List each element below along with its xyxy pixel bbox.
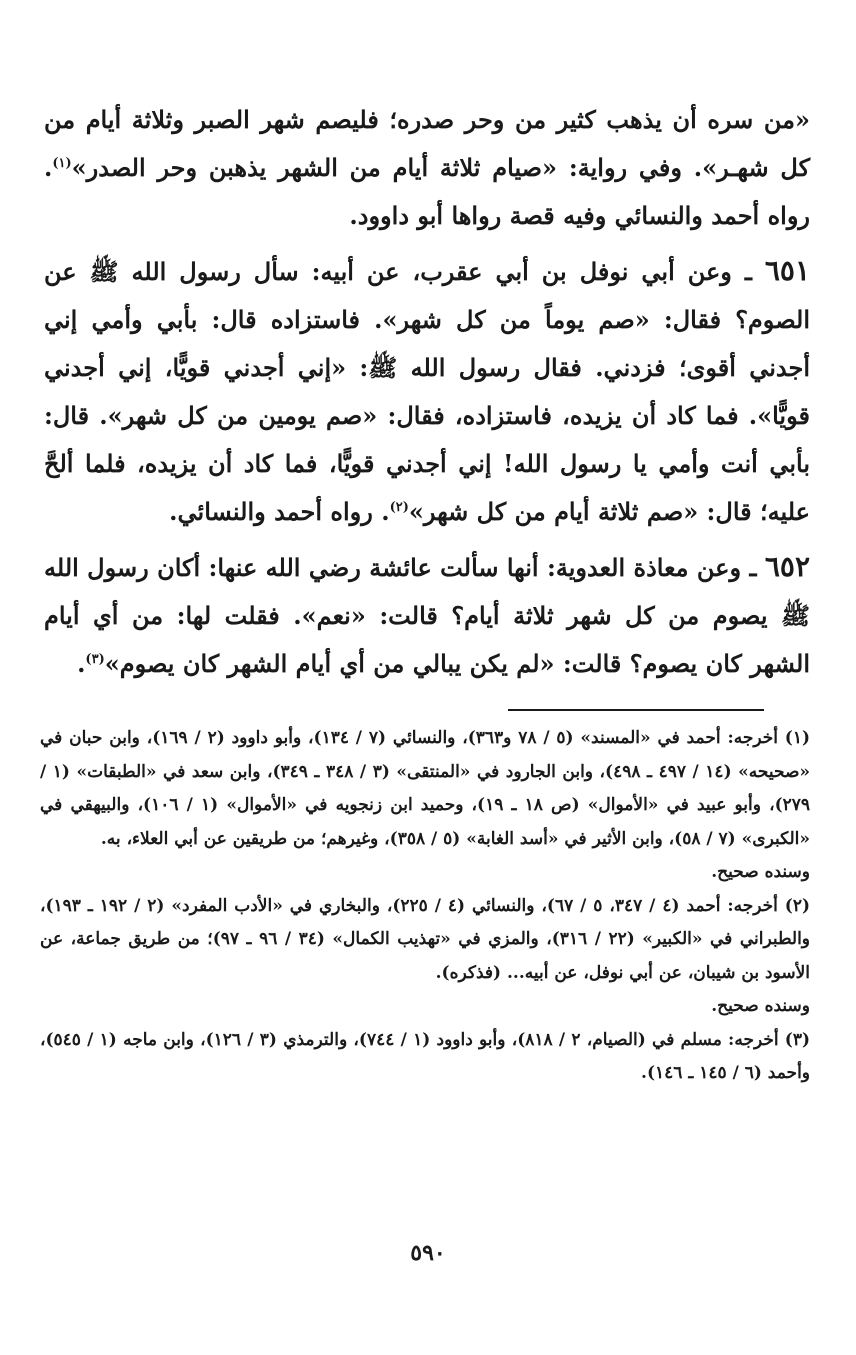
- page-number: ٥٩٠: [410, 1240, 446, 1266]
- footnote-1-grade: وسنده صحيح.: [711, 862, 810, 882]
- hadith-number: ٦٥٢: [764, 550, 810, 583]
- paragraph-continuation: [44, 96, 810, 240]
- footnote-2: (٢) أخرجه: أحمد (٤ / ٣٤٧، ٥ / ٦٧)، والنسائي (٤ / ٢٢٥)، والبخاري في «الأدب المفرد» (٢ / ١٩٢ ـ ١٩٣)، والطبراني في «الكبير» (٢٢ / ٣١٦)، والمزي في «تهذيب الكمال» (٣٤ / ٩٦ ـ ٩٧)؛ من طريق جماعة، عن الأسود بن شيبان، عن أبي نوفل، عن أبيه... (فذكره).: [40, 895, 811, 983]
- footnote-ref-2: (٢): [389, 500, 409, 515]
- hadith-text: ـ وعن معاذة العدوية: أنها سألت عائشة رضي الله عنها: أكان رسول الله ﷺ يصوم من كل شهر ثلاثة أيام؟ قالت: «نعم». فقلت لها: من أي أيام الشهر كان يصوم؟ قالت: «لم يكن يبالي من أي أيام الشهر كان يصوم»: [44, 553, 810, 678]
- hadith-text-end: . رواه أحمد والنسائي.: [169, 497, 390, 526]
- footnote-2-grade: وسنده صحيح.: [711, 996, 810, 1016]
- footnote-ref-3: (٣): [85, 652, 105, 667]
- footnote-3: (٣) أخرجه: مسلم في (الصيام، ٢ / ٨١٨)، وأبو داوود (١ / ٧٤٤)، والترمذي (٣ / ١٢٦)، وابن ماجه (١ / ٥٤٥)، وأحمد (٦ / ١٤٥ ـ ١٤٦).: [40, 1029, 811, 1083]
- hadith-652: [44, 543, 810, 688]
- footnote-1: (١) أخرجه: أحمد في «المسند» (٥ / ٧٨ و٣٦٣)، والنسائي (٧ / ١٣٤)، وأبو داوود (٢ / ١٦٩)، وابن حبان في «صحيحه» (١٤ / ٤٩٧ ـ ٤٩٨)، وابن الجارود في «المنتقى» (٣ / ٣٤٨ ـ ٣٤٩)، وابن سعد في «الطبقات» (١ / ٢٧٩)، وأبو عبيد في «الأموال» (ص ١٨ ـ ١٩)، وحميد ابن زنجويه في «الأموال» (١ / ١٠٦)، والبيهقي في «الكبرى» (٧ / ٥٨)، وابن الأثير في «أسد الغابة» (٥ / ٣٥٨)، وغيرهم؛ من طريقين عن أبي العلاء، به.: [40, 728, 811, 849]
- footnotes: [40, 722, 810, 1091]
- hadith-651: [44, 247, 810, 536]
- footnote-ref-1: (١): [52, 156, 72, 171]
- footnote-divider: [508, 709, 764, 711]
- hadith-text-end: .: [77, 649, 86, 678]
- hadith-text: ـ وعن أبي نوفل بن أبي عقرب، عن أبيه: سأل رسول الله ﷺ عن الصوم؟ فقال: «صم يوماً من كل شهر». فاستزاده قال: بأبي وأمي إني أجدني أقوى؛ فزدني. فقال رسول الله ﷺ: «إني أجدني قويًّا، إني أجدني قويًّا». فما كاد أن يزيده، فاستزاده، فقال: «صم يومين من كل شهر». قال: بأبي أنت وأمي يا رسول الله! إني أجدني قويًّا، فما كاد أن يزيده، فلما ألحَّ عليه؛ قال: «صم ثلاثة أيام من كل شهر»: [44, 257, 810, 526]
- main-text: [44, 96, 810, 688]
- paragraph-text: «من سره أن يذهب كثير من وحر صدره؛ فليصم شهر الصبر وثلاثة أيام من كل شهـر». وفي رواية: «صيام ثلاثة أيام من الشهر يذهبن وحر الصدر»: [44, 105, 810, 182]
- hadith-number: ٦٥١: [764, 254, 810, 287]
- paragraph-text-end: . رواه أحمد والنسائي وفيه قصة رواها أبو داوود.: [44, 153, 810, 230]
